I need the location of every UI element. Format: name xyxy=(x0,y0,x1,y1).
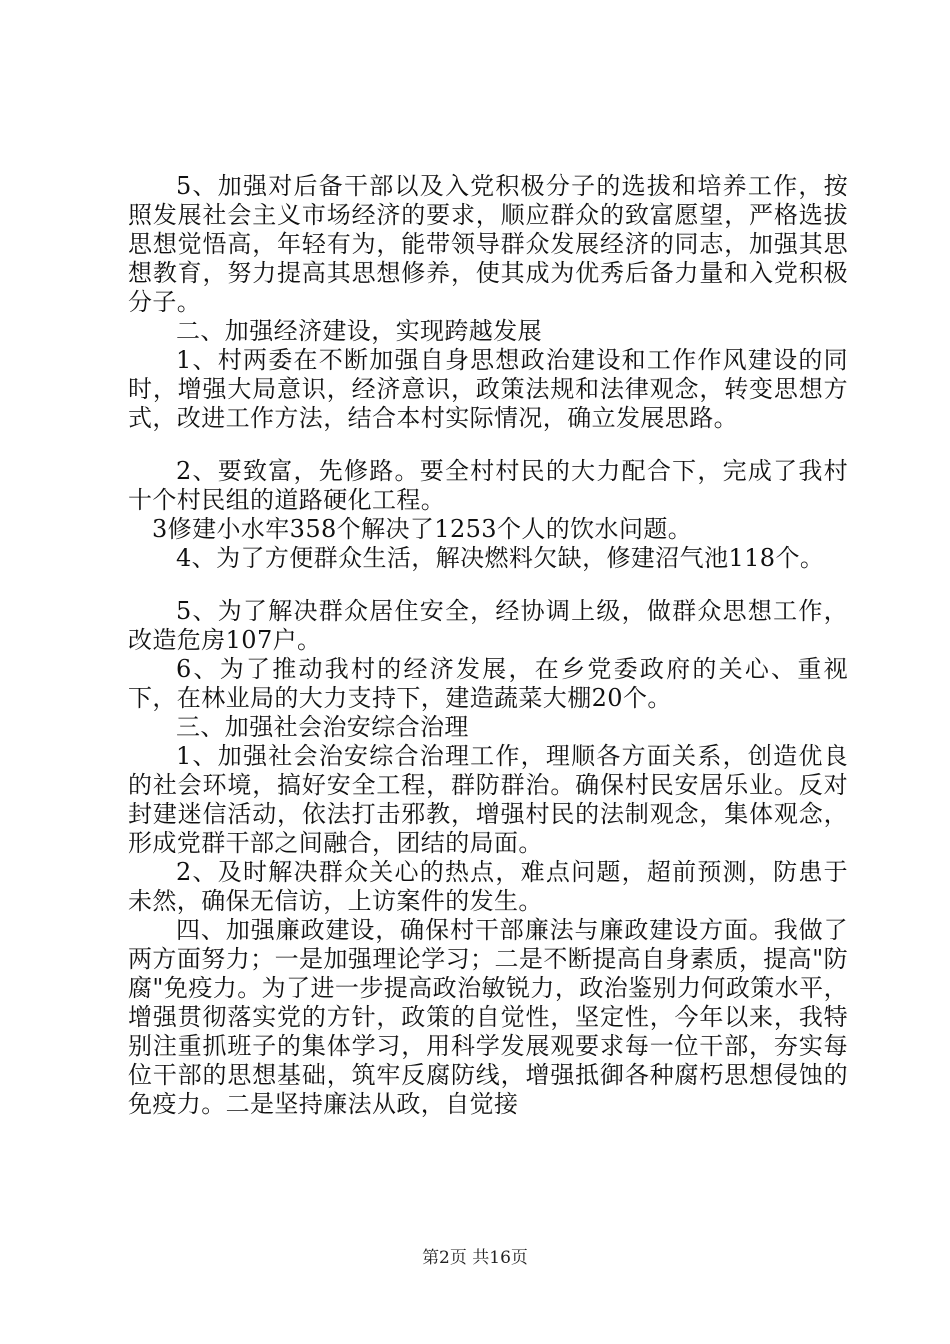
paragraph-cadre-training: 5、加强对后备干部以及入党积极分子的选拔和培养工作，按照发展社会主义市场经济的要求，顺应群众的致富愿望，严格选拔思想觉悟高，年轻有为，能带领导群众发展经济的同志，加强其思想教育，努力提高其思想修养，使其成为优秀后备力量和入党积极分子。 xyxy=(128,172,848,316)
paragraph-road-construction: 2、要致富，先修路。要全村村民的大力配合下，完成了我村十个村民组的道路硬化工程。 xyxy=(128,457,848,514)
document-body xyxy=(128,172,848,1119)
paragraph-water-supply: 3修建小水牢358个解决了1253个人的饮水问题。 xyxy=(152,515,693,543)
paragraph-village-committee: 1、村两委在不断加强自身思想政治建设和工作作风建设的同时，增强大局意识，经济意识，政策法规和法律观念，转变思想方式，改进工作方法，结合本村实际情况，确立发展思路。 xyxy=(128,346,848,432)
paragraph-greenhouses: 6、为了推动我村的经济发展，在乡党委政府的关心、重视下，在林业局的大力支持下，建造蔬菜大棚20个。 xyxy=(128,655,848,712)
heading-economic-construction: 二、加强经济建设，实现跨越发展 xyxy=(176,317,542,345)
paragraph-security-governance: 1、加强社会治安综合治理工作，理顺各方面关系，创造优良的社会环境，搞好安全工程，群防群治。确保村民安居乐业。反对封建迷信活动，依法打击邪教，增强村民的法制观念，集体观念，形成党群干部之间融合，团结的局面。 xyxy=(128,742,848,857)
paragraph-hot-issues: 2、及时解决群众关心的热点，难点问题，超前预测，防患于未然，确保无信访，上访案件的发生。 xyxy=(128,858,848,915)
paragraph-housing: 5、为了解决群众居住安全，经协调上级，做群众思想工作，改造危房107户。 xyxy=(128,597,848,654)
page-number-footer: 第2页 共16页 xyxy=(422,1248,528,1268)
paragraph-biogas: 4、为了方便群众生活，解决燃料欠缺，修建沼气池118个。 xyxy=(176,544,825,572)
heading-public-security: 三、加强社会治安综合治理 xyxy=(176,713,469,741)
paragraph-clean-government: 四、加强廉政建设，确保村干部廉法与廉政建设方面。我做了两方面努力；一是加强理论学习；二是不断提高自身素质，提高"防腐"免疫力。为了进一步提高政治敏锐力，政治鉴别力何政策水平，增强贯彻落实党的方针，政策的自觉性，坚定性，今年以来，我特别注重抓班子的集体学习，用科学发展观要求每一位干部，夯实每位干部的思想基础，筑牢反腐防线，增强抵御各种腐朽思想侵蚀的免疫力。二是坚持廉法从政，自觉接 xyxy=(128,916,848,1118)
